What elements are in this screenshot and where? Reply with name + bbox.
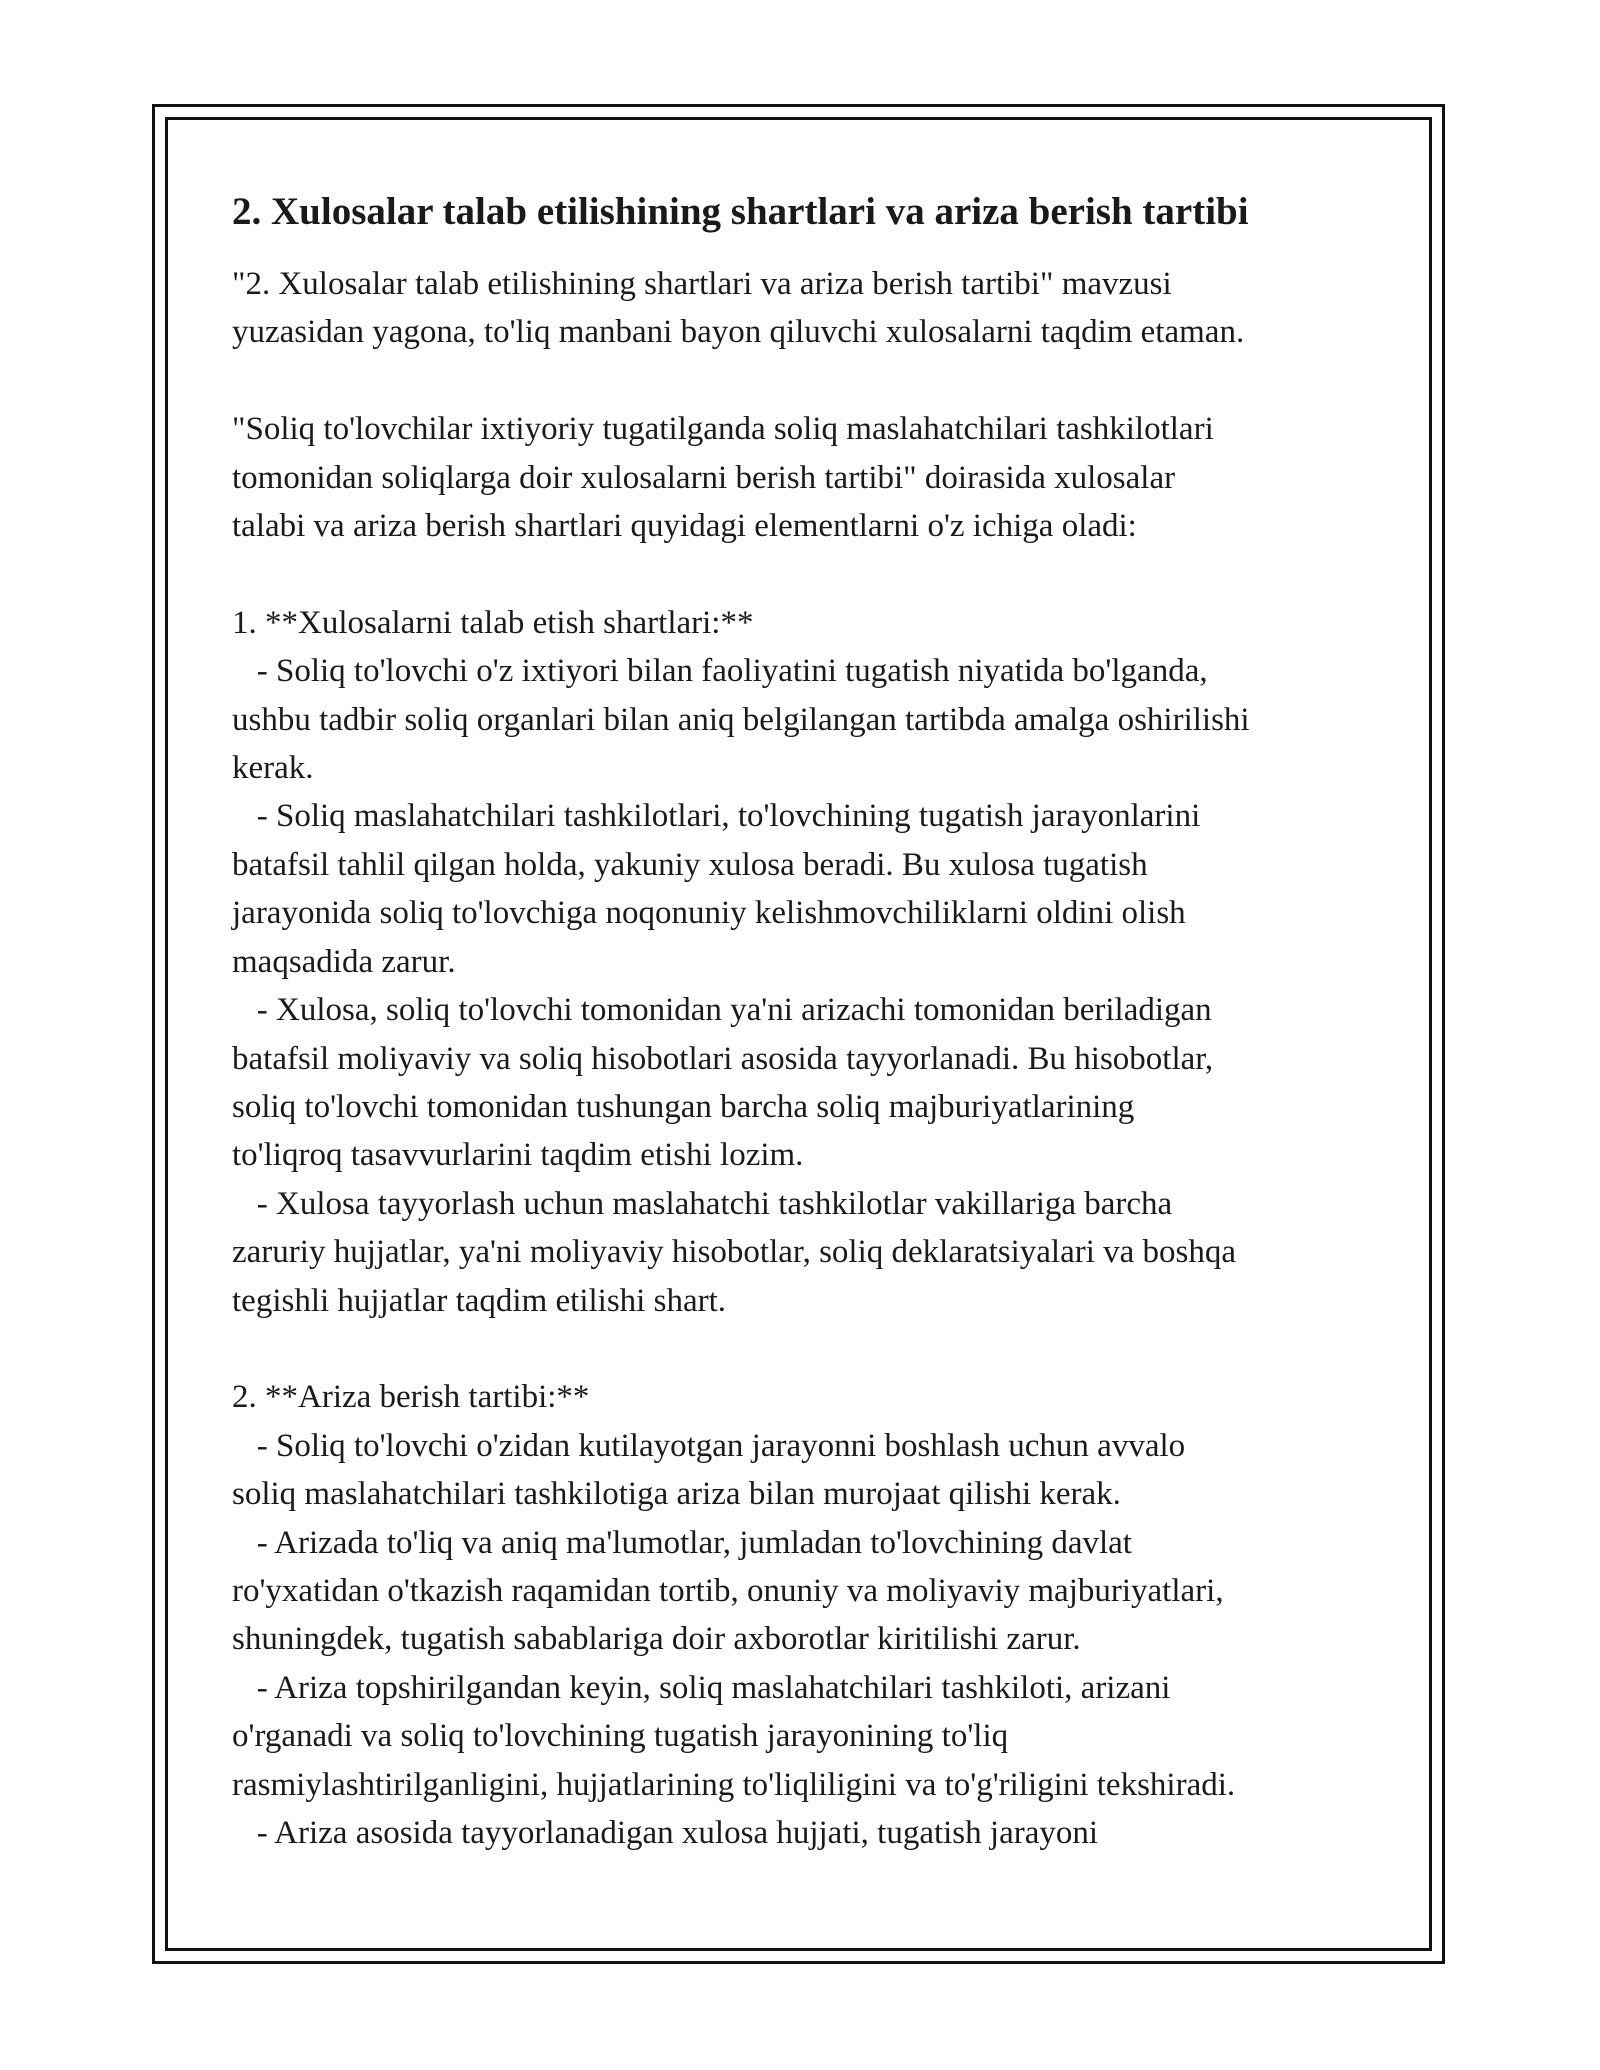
blank-line-2 (232, 550, 1382, 598)
conditions-list: 1. **Xulosalarni talab etish shartlari:** - Soliq to'lovchi o'z ixtiyori bilan faoliyatini tugatish niyatida bo'lganda, ushbu tadbir soliq organlari bilan aniq belgilangan tartibda amalga oshirilishi kerak. - Soliq maslahatchilari tashkilotlari, to'lovchining tugatish jarayonlarini batafsil tahlil qilgan holda, yakuniy xulosa beradi. Bu xulosa tugatish jarayonida soliq to'lovchiga noqonuniy kelishmovchiliklarni oldini olish maqsadida zarur. - Xulosa, soliq to'lovchi tomonidan ya'ni arizachi tomonidan beriladigan batafsil moliyaviy va soliq hisobotlari asosida tayyorlanadi. Bu hisobotlar, soliq to'lovchi tomonidan tushungan barcha soliq majburiyatlarining to'liqroq tasavvurlarini taqdim etishi lozim. - Xulosa tayyorlash uchun maslahatchi tashkilotlar vakillariga barcha zaruriy hujjatlar, ya'ni moliyaviy hisobotlar, soliq deklaratsiyalari va boshqa tegishli hujjatlar taqdim etilishi shart. (232, 604, 1250, 1319)
blank-line-1 (232, 357, 1382, 405)
section-heading: 2. Xulosalar talab etilishining shartlari va ariza berish tartibi (232, 190, 1249, 233)
context-paragraph: "Soliq to'lovchilar ixtiyoriy tugatilganda soliq maslahatchilari tashkilotlari tomonidan soliqlarga doir xulosalarni berish tartibi" doirasida xulosalar talabi va ariza berish shartlari quyidagi elementlarni o'z ichiga oladi: (232, 411, 1214, 545)
application-procedure-list: 2. **Ariza berish tartibi:** - Soliq to'lovchi o'zidan kutilayotgan jarayonni boshlash uchun avvalo soliq maslahatchilari tashkilotiga ariza bilan murojaat qilishi kerak. - Arizada to'liq va aniq ma'lumotlar, jumladan to'lovchining davlat ro'yxatidan o'tkazish raqamidan tortib, onuniy va moliyaviy majburiyatlari, shuningdek, tugatish sabablariga doir axborotlar kiritilishi zarur. - Ariza topshirilgandan keyin, soliq maslahatchilari tashkiloti, arizani o'rganadi va soliq to'lovchining tugatish jarayonining to'liq rasmiylashtirilganligini, hujjatlarining to'liqliligini va to'g'riligini tekshiradi. - Ariza asosida tayyorlanadigan xulosa hujjati, tugatish jarayoni (232, 1379, 1236, 1851)
blank-line-3 (232, 1325, 1382, 1373)
intro-paragraph: "2. Xulosalar talab etilishining shartlari va ariza berish tartibi" mavzusi yuzasidan yagona, to'liq manbani bayon qiluvchi xulosalarni taqdim etaman. (232, 266, 1245, 351)
document-body (232, 186, 1382, 1857)
